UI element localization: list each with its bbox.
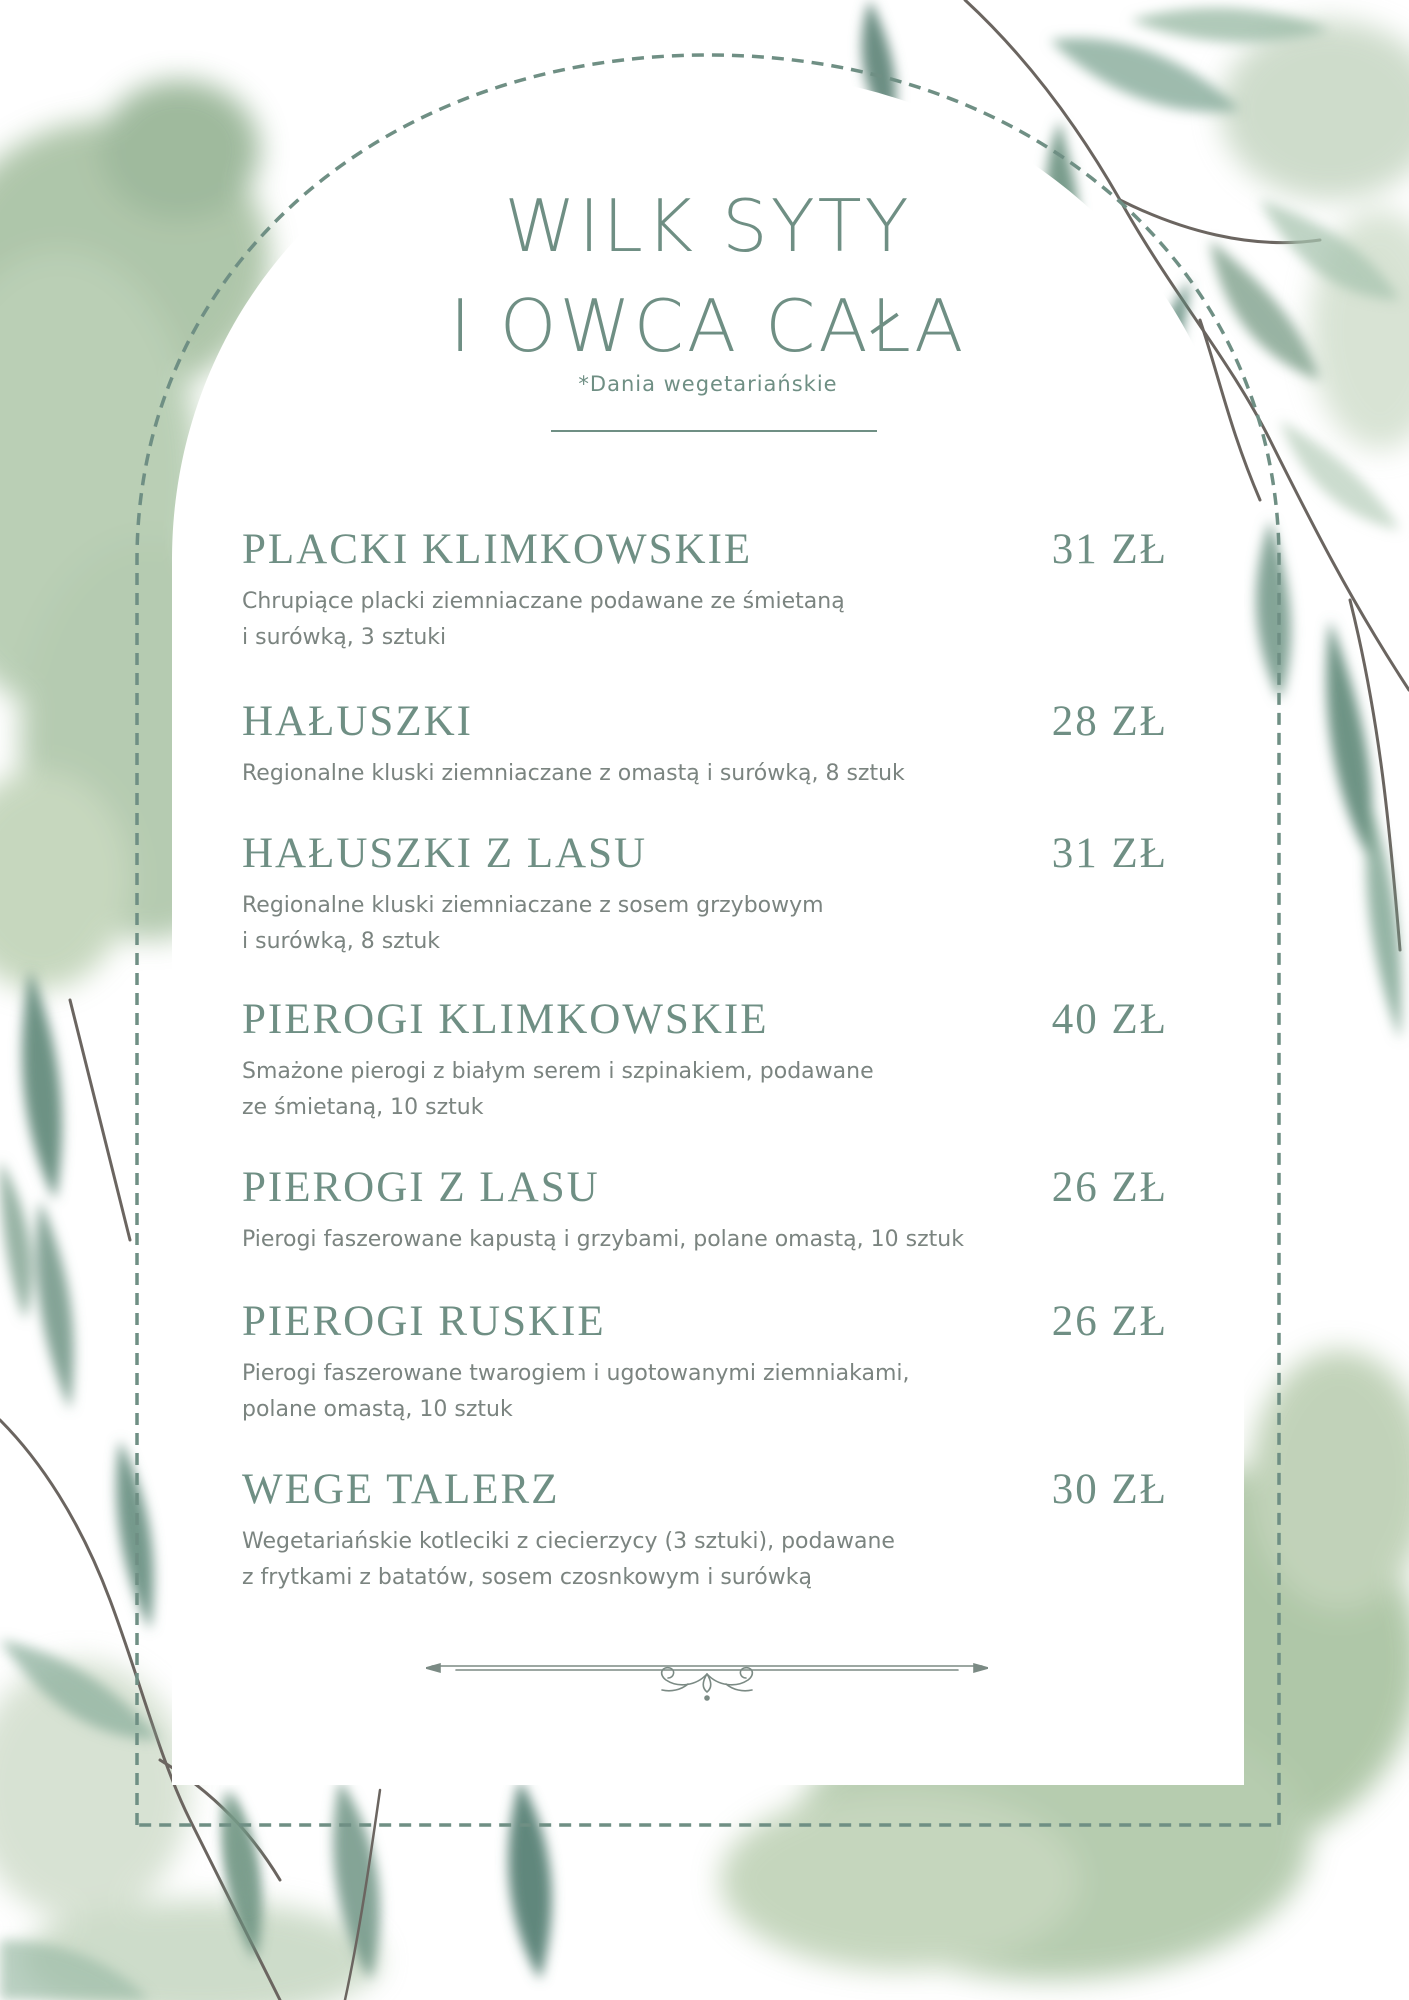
menu-item-name: PIEROGI Z LASU xyxy=(242,1164,600,1211)
menu-item-price: 31 ZŁ xyxy=(1051,526,1168,573)
menu-item-name: PIEROGI RUSKIE xyxy=(242,1298,606,1345)
menu-title-line2: I OWCA CAŁA xyxy=(449,284,967,368)
title-divider xyxy=(551,430,877,432)
menu-item-price: 26 ZŁ xyxy=(1051,1298,1168,1345)
flourish-divider xyxy=(426,1652,988,1702)
menu-item-name: HAŁUSZKI xyxy=(242,698,473,745)
menu-item-price: 30 ZŁ xyxy=(1051,1466,1168,1513)
menu-item-price: 31 ZŁ xyxy=(1051,830,1168,877)
menu-item-description: Chrupiące placki ziemniaczane podawane ze śmietaną i surówką, 3 sztuki xyxy=(242,589,845,650)
menu-item-name: WEGE TALERZ xyxy=(242,1466,560,1513)
menu-item-description: Regionalne kluski ziemniaczane z sosem grzybowym i surówką, 8 sztuk xyxy=(242,893,824,954)
menu-title-line1: WILK SYTY xyxy=(504,184,912,268)
menu-item-description: Wegetariańskie kotleciki z ciecierzycy (3 sztuki), podawane z frytkami z batatów, sosem czosnkowym i surówką xyxy=(242,1529,895,1590)
menu-item-name: PLACKI KLIMKOWSKIE xyxy=(242,526,753,573)
menu-item-description: Pierogi faszerowane twarogiem i ugotowanymi ziemniakami, polane omastą, 10 sztuk xyxy=(242,1361,910,1422)
menu-item-name: PIEROGI KLIMKOWSKIE xyxy=(242,996,769,1043)
menu-item-price: 28 ZŁ xyxy=(1051,698,1168,745)
menu-item-description: Pierogi faszerowane kapustą i grzybami, polane omastą, 10 sztuk xyxy=(242,1227,964,1252)
menu-item-price: 40 ZŁ xyxy=(1051,996,1168,1043)
menu-item-description: Regionalne kluski ziemniaczane z omastą i surówką, 8 sztuk xyxy=(242,761,905,786)
menu-subtitle: *Dania wegetariańskie xyxy=(578,372,838,396)
menu-item-price: 26 ZŁ xyxy=(1051,1164,1168,1211)
menu-item-name: HAŁUSZKI Z LASU xyxy=(242,830,648,877)
menu-item-description: Smażone pierogi z białym serem i szpinakiem, podawane ze śmietaną, 10 sztuk xyxy=(242,1059,874,1120)
